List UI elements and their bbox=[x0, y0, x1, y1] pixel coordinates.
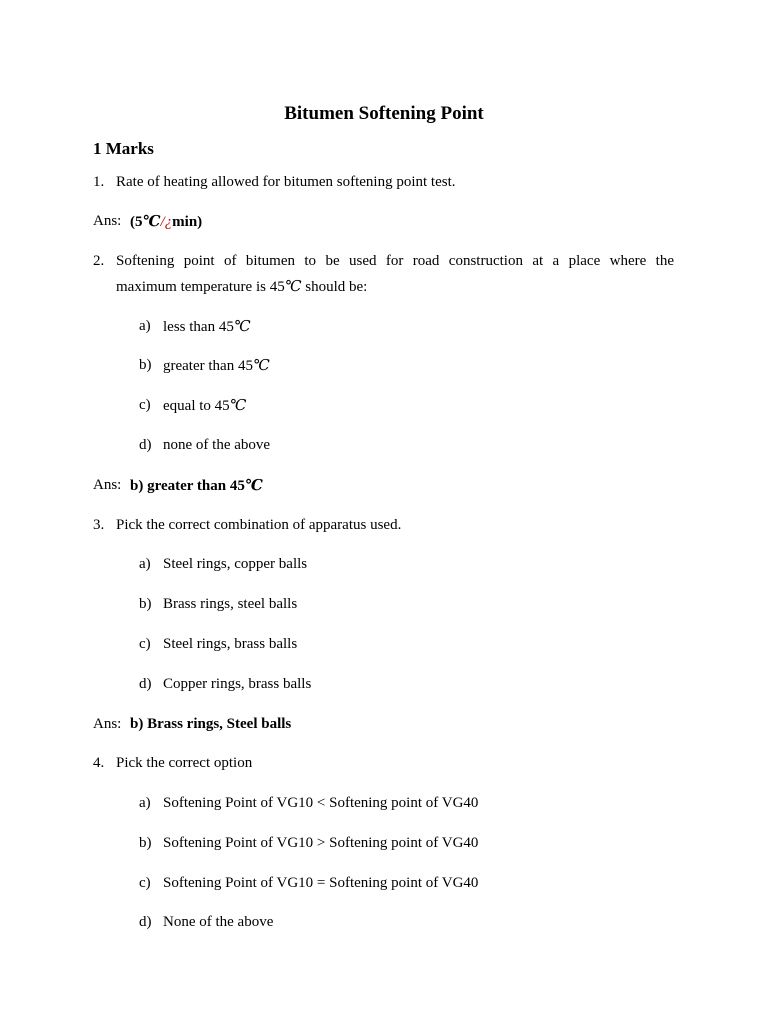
option-letter: a) bbox=[139, 556, 151, 572]
option-label: less than 45 bbox=[163, 319, 234, 335]
question-text: Rate of heating allowed for bitumen softening point test. bbox=[116, 174, 456, 190]
page-title: Bitumen Softening Point bbox=[284, 103, 484, 124]
option-letter: d) bbox=[139, 914, 152, 930]
option-letter: b) bbox=[139, 357, 152, 373]
question-number: 2. bbox=[93, 253, 105, 269]
answer-label: Ans: bbox=[93, 716, 122, 732]
answer-glyph: /¿ bbox=[160, 214, 173, 230]
question-number: 1. bbox=[93, 174, 105, 190]
degree-celsius-symbol: ℃ bbox=[244, 476, 263, 494]
option-letter: b) bbox=[139, 835, 152, 851]
question-text: Pick the correct combination of apparatus used. bbox=[116, 517, 402, 533]
answer-value bbox=[130, 474, 263, 497]
answer-value bbox=[130, 210, 202, 233]
option-letter: a) bbox=[139, 795, 151, 811]
option-letter: a) bbox=[139, 318, 151, 334]
question-number: 4. bbox=[93, 755, 105, 771]
answer-text: b) Brass rings, Steel balls bbox=[130, 716, 292, 732]
section-heading: 1 Marks bbox=[93, 139, 154, 158]
question-text-line-2 bbox=[116, 275, 367, 298]
degree-celsius-symbol: ℃ bbox=[233, 317, 251, 335]
option-text: Steel rings, copper balls bbox=[163, 556, 308, 572]
answer-text: b) greater than 45 bbox=[130, 478, 245, 494]
option-text: Softening Point of VG10 > Softening point of VG40 bbox=[163, 835, 479, 851]
option-letter: c) bbox=[139, 636, 151, 652]
option-text: Brass rings, steel balls bbox=[163, 596, 298, 612]
answer-label: Ans: bbox=[93, 213, 122, 229]
degree-celsius-symbol: ℃ bbox=[252, 356, 270, 374]
option-label: equal to 45 bbox=[163, 398, 230, 414]
answer-label: Ans: bbox=[93, 477, 122, 493]
answer-prefix: (5 bbox=[130, 214, 143, 230]
option-text bbox=[163, 394, 246, 417]
option-text: none of the above bbox=[163, 437, 271, 453]
option-text bbox=[163, 354, 270, 377]
option-text: Softening Point of VG10 = Softening point of VG40 bbox=[163, 875, 479, 891]
degree-celsius-symbol: ℃ bbox=[142, 212, 161, 230]
question-text: Pick the correct option bbox=[116, 755, 253, 771]
option-letter: c) bbox=[139, 875, 151, 891]
option-letter: d) bbox=[139, 676, 152, 692]
option-letter: c) bbox=[139, 397, 151, 413]
degree-celsius-symbol: ℃ bbox=[229, 396, 247, 414]
option-text bbox=[163, 315, 251, 338]
question-number: 3. bbox=[93, 517, 105, 533]
degree-celsius-symbol: ℃ bbox=[284, 277, 302, 295]
option-text: Copper rings, brass balls bbox=[163, 676, 312, 692]
option-label: greater than 45 bbox=[163, 358, 253, 374]
question-text-prefix: maximum temperature is 45 bbox=[116, 279, 285, 295]
option-letter: b) bbox=[139, 596, 152, 612]
option-text: None of the above bbox=[163, 914, 274, 930]
question-text-suffix: should be: bbox=[301, 279, 368, 295]
answer-suffix: min) bbox=[172, 214, 203, 230]
option-text: Steel rings, brass balls bbox=[163, 636, 298, 652]
option-text: Softening Point of VG10 < Softening point of VG40 bbox=[163, 795, 479, 811]
question-text-line-1: Softening point of bitumen to be used for road construction at a place where the bbox=[116, 253, 674, 269]
option-letter: d) bbox=[139, 437, 152, 453]
